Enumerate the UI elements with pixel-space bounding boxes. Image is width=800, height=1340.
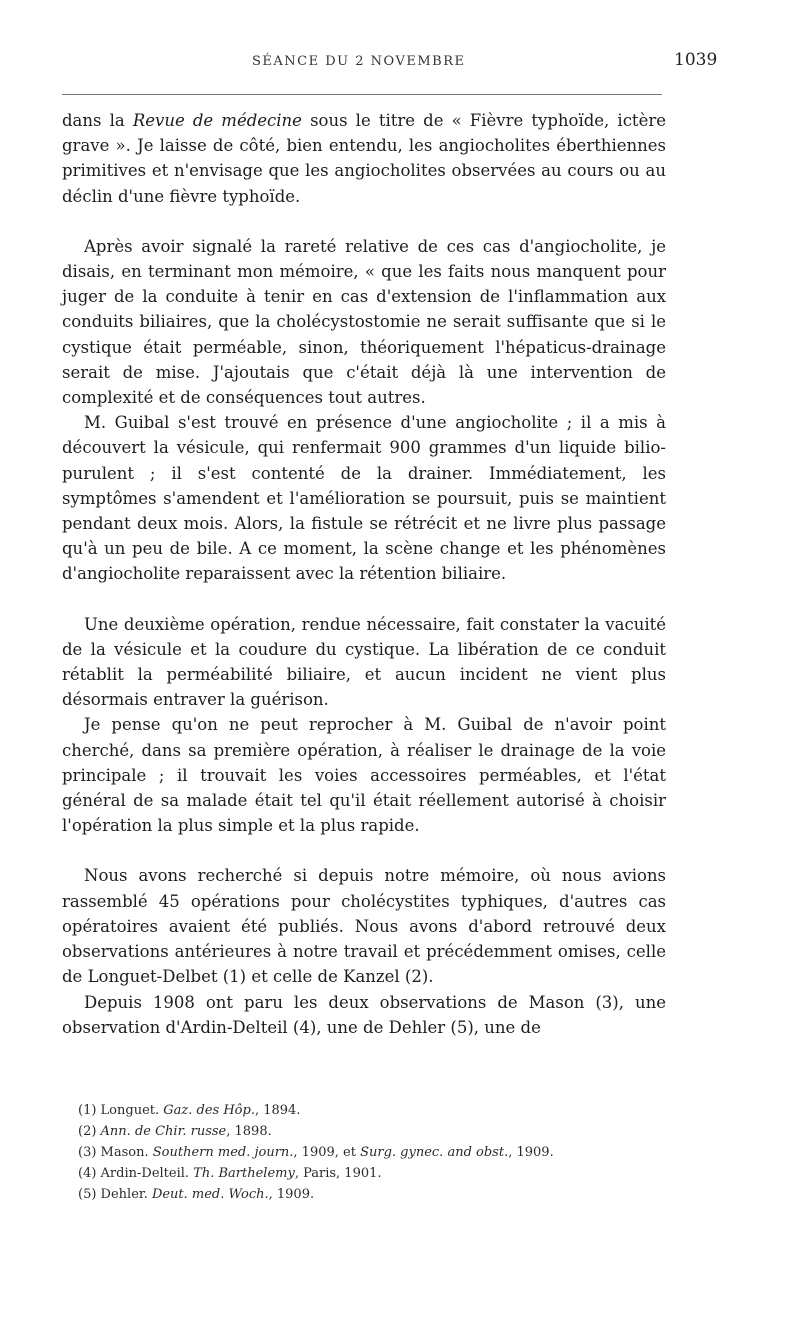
paragraph: M. Guibal s'est trouvé en présence d'une angiocholite ; il a mis à découvert la vésicule, qui renfermait 900 grammes d'un liquide bilio-purulent ; il s'est contenté de la drainer. Immédiatement, les symptômes s'amendent et l'amélioration se poursuit, puis se maintient pendant deux mois. Alors, la fistule se rétrécit et ne livre plus passage qu'à un peu de bile. A ce moment, la scène change et les phénomènes d'angiocholite reparaissent avec la rétention biliaire. [62,413,666,584]
footnote: (4) Ardin-Delteil. Th. Barthelemy, Paris, 1901. [78,1166,382,1181]
citation-title: Surg. gynec. and obst. [360,1145,509,1160]
citation-title: Ann. de Chir. russe [100,1124,227,1139]
paragraph: Depuis 1908 ont paru les deux observations de Mason (3), une observation d'Ardin-Delteil (4), une de Dehler (5), une de [62,992,666,1037]
paragraph: Nous avons recherché si depuis notre mémoire, où nous avions rassemblé 45 opérations pour cholécystites typhiques, d'autres cas opératoires avaient été publiés. Nous avons d'abord retrouvé deux observations antérieures à notre travail et précédemment omises, celle de Longuet-Delbet (1) et celle de Kanzel (2). [62,866,666,987]
running-title: SÉANCE DU 2 NOVEMBRE [252,54,466,69]
paragraph: Je pense qu'on ne peut reprocher à M. Guibal de n'avoir point cherché, dans sa première opération, à réaliser le drainage de la voie principale ; il trouvait les voies accessoires perméables, et l'état général de sa malade était tel qu'il était réellement autorisé à choisir l'opération la plus simple et la plus rapide. [62,715,666,836]
page-header [62,50,718,78]
footnote: (1) Longuet. Gaz. des Hôp., 1894. [78,1103,301,1118]
citation-title: Th. Barthelemy [193,1166,295,1181]
citation-title: Gaz. des Hôp. [163,1103,255,1118]
italic-title: Revue de médecine [132,111,302,130]
citation-title: Deut. med. Woch. [151,1187,269,1202]
footnote: (5) Dehler. Deut. med. Woch., 1909. [78,1187,315,1202]
paragraph: dans la Revue de médecine sous le titre de « Fièvre typhoïde, ictère grave ». Je laisse de côté, bien entendu, les angiocholites éberthiennes primitives et n'envisage que les angiocholites observées au cours ou au déclin d'une fièvre typhoïde. [62,111,666,206]
body-text [62,108,666,1040]
header-rule [62,94,662,95]
footnote: (3) Mason. Southern med. journ., 1909, et Surg. gynec. and obst., 1909. [78,1145,554,1160]
footnotes [78,1100,678,1205]
paragraph: Une deuxième opération, rendue nécessaire, fait constater la vacuité de la vésicule et la coudure du cystique. La libération de ce conduit rétablit la perméabilité biliaire, et aucun incident ne vient plus désormais entraver la guérison. [62,614,666,710]
footnote: (2) Ann. de Chir. russe, 1898. [78,1124,272,1139]
paragraph: Après avoir signalé la rareté relative de ces cas d'angiocholite, je disais, en terminant mon mémoire, « que les faits nous manquent pour juger de la conduite à tenir en cas d'extension de l'inflammation aux conduits biliaires, que la cholécystostomie ne serait suffisante que si le cystique était perméable, sinon, théoriquement l'hépaticus-drainage serait de mise. J'ajoutais que c'était déjà là une intervention de complexité et de conséquences tout autres. [62,236,666,408]
page-number: 1039 [674,50,718,70]
citation-title: Southern med. journ. [152,1145,294,1160]
